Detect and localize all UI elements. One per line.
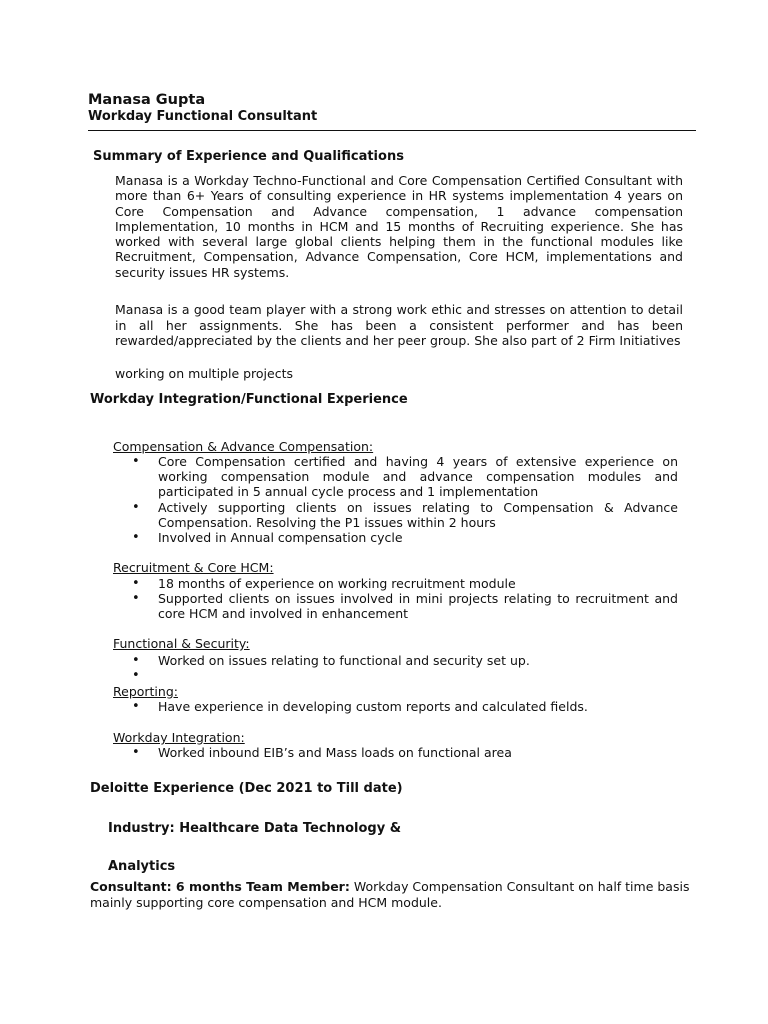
- list-item: • Worked on issues relating to functional and security set up.: [130, 653, 678, 668]
- section-title-compensation: Compensation & Advance Compensation:: [113, 439, 374, 454]
- role-text: Workday Compensation Consultant on half time basis mainly supporting core compensation and HCM module.: [90, 879, 690, 910]
- list-item: • Supported clients on issues involved in mini projects relating to recruitment and core HCM and involved in enhancement: [130, 591, 678, 621]
- list-item: • Involved in Annual compensation cycle: [130, 530, 678, 545]
- summary-heading: Summary of Experience and Qualifications: [93, 149, 404, 164]
- role-label: Consultant: 6 months Team Member:: [90, 879, 350, 894]
- section-title-reporting: Reporting:: [113, 684, 178, 699]
- workday-experience-heading: Workday Integration/Functional Experience: [90, 392, 408, 407]
- deloitte-role-description: [90, 879, 690, 910]
- workday-integration-bullet-list: [130, 745, 678, 760]
- list-item: • Have experience in developing custom reports and calculated fields.: [130, 699, 678, 714]
- compensation-bullet-list: [130, 454, 678, 545]
- section-title-recruitment: Recruitment & Core HCM:: [113, 560, 274, 575]
- summary-paragraph-2-tail: working on multiple projects: [115, 366, 294, 381]
- list-item: • Core Compensation certified and having 4 years of extensive experience on working compensation module and advance compensation modules and participated in 5 annual cycle process and 1 implementation: [130, 454, 678, 500]
- summary-paragraph-2: Manasa is a good team player with a strong work ethic and stresses on attention to detail in all her assignments. She has been a consistent performer and has been rewarded/appreciated by the clients and her peer group. She also part of 2 Firm Initiatives: [115, 302, 683, 349]
- list-item: • Worked inbound EIB’s and Mass loads on functional area: [130, 745, 678, 760]
- summary-paragraph-1: Manasa is a Workday Techno-Functional and Core Compensation Certified Consultant with more than 6+ Years of consulting experience in HR systems implementation 4 years on Core Compensation and Advance compensation, 1 advance compensation Implementation, 10 months in HCM and 15 months of Recruiting experience. She has worked with several large global clients helping them in the functional modules like Recruitment, Compensation, Advance Compensation, Core HCM, implementations and security issues HR systems.: [115, 173, 683, 280]
- candidate-name: Manasa Gupta: [88, 92, 206, 108]
- functional-security-bullet-list: [130, 653, 678, 683]
- list-item: [130, 668, 678, 683]
- industry-line-2: Analytics: [108, 859, 176, 874]
- section-title-functional-security: Functional & Security:: [113, 636, 250, 651]
- candidate-title: Workday Functional Consultant: [88, 109, 318, 124]
- recruitment-bullet-list: [130, 576, 678, 622]
- list-item: • 18 months of experience on working recruitment module: [130, 576, 678, 591]
- deloitte-experience-heading: Deloitte Experience (Dec 2021 to Till date): [90, 781, 403, 796]
- section-title-workday-integration: Workday Integration:: [113, 730, 245, 745]
- reporting-bullet-list: [130, 699, 678, 714]
- list-item: • Actively supporting clients on issues relating to Compensation & Advance Compensation. Resolving the P1 issues within 2 hours: [130, 500, 678, 530]
- industry-line-1: Industry: Healthcare Data Technology &: [108, 821, 402, 836]
- header-divider: [88, 130, 696, 131]
